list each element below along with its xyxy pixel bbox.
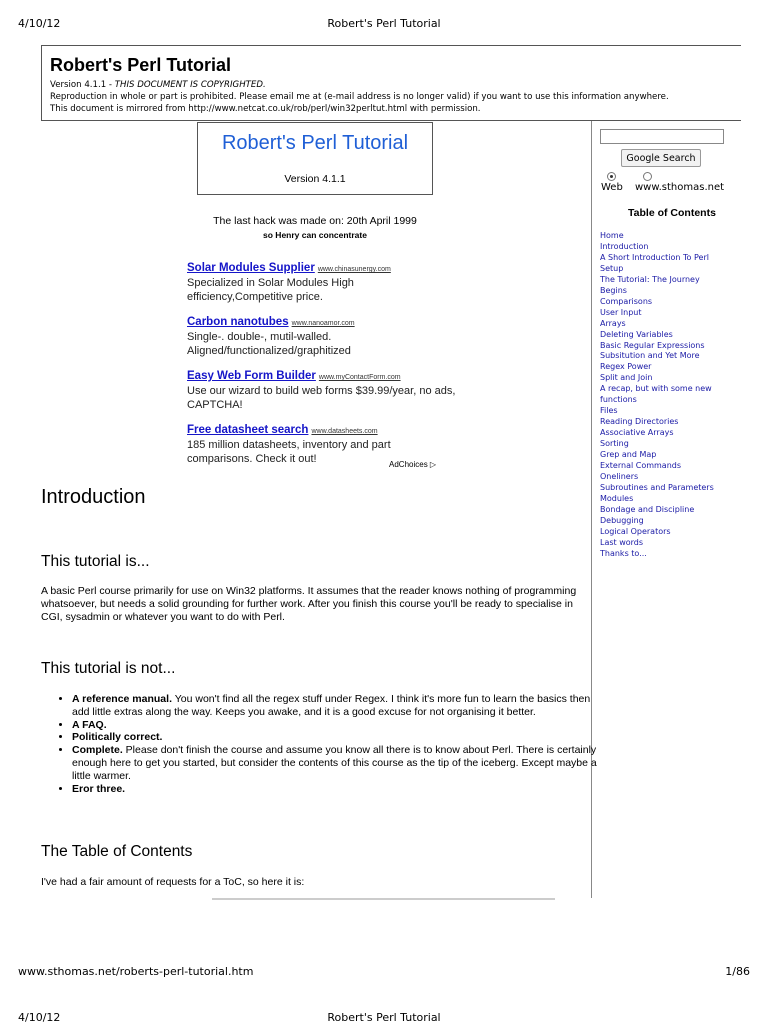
ad-url-link[interactable]: www.myContactForm.com	[318, 374, 401, 381]
toc-link[interactable]: Arrays	[600, 318, 626, 328]
toc-link[interactable]: Comparisons	[600, 296, 653, 306]
list-item-text: Please don't finish the course and assume you know all there is to know about Perl. There is certainly enough here to get you started, but consider the contents of this course as the tip of the iceberg. Except maybe a little warmer.	[72, 744, 597, 782]
ad-block	[187, 258, 457, 304]
toc-link[interactable]: Begins	[600, 285, 627, 295]
ad-url-link[interactable]: www.datasheets.com	[311, 428, 378, 435]
list-item	[72, 744, 602, 782]
toc-link[interactable]: Modules	[600, 493, 634, 503]
toc-heading: Table of Contents	[628, 207, 716, 219]
toc-link[interactable]: A recap, but with some new	[600, 384, 712, 394]
next-page-date: 4/10/12	[18, 1011, 61, 1024]
toc-link[interactable]: Last words	[600, 537, 644, 547]
ad-title-link[interactable]: Easy Web Form Builder	[187, 370, 316, 382]
copyright-notice: THIS DOCUMENT IS COPYRIGHTED.	[114, 80, 266, 90]
toc-link[interactable]: Home	[600, 231, 624, 240]
toc-link[interactable]: Associative Arrays	[600, 428, 674, 438]
tutorial-is-not-list	[58, 693, 602, 795]
ad-url-link[interactable]: www.chinasunergy.com	[317, 266, 391, 273]
toc-link[interactable]: Deleting Variables	[600, 329, 673, 339]
toc-link[interactable]: Thanks to...	[600, 548, 647, 558]
ad-block	[187, 312, 457, 358]
introduction-heading: Introduction	[41, 486, 146, 508]
print-title: Robert's Perl Tutorial	[327, 17, 441, 30]
list-item	[72, 693, 602, 719]
adchoices-link[interactable]: AdChoices ▷	[389, 460, 437, 469]
list-item-title: Politically correct.	[72, 731, 163, 744]
version-line: Version 4.1.1 - THIS DOCUMENT IS COPYRIGHTED.	[50, 80, 266, 90]
ad-title-link[interactable]: Free datasheet search	[187, 424, 309, 436]
ad-description: Use our wizard to build web forms $39.99/year, no ads, CAPTCHA!	[187, 385, 456, 411]
toc-link[interactable]: Grep and Map	[600, 450, 657, 460]
toc-link[interactable]: Files	[600, 406, 618, 416]
toc-link[interactable]: Logical Operators	[600, 526, 671, 536]
toc-link[interactable]: Bondage and Discipline	[600, 504, 695, 514]
list-item-title: A FAQ.	[72, 718, 107, 731]
ad-description: 185 million datasheets, inventory and part comparisons. Check it out!	[187, 439, 391, 465]
toc-link[interactable]: Debugging	[600, 515, 644, 525]
toc-link[interactable]: functions	[600, 395, 637, 405]
toc-link[interactable]: Sorting	[600, 439, 629, 449]
toc-section-paragraph: I've had a fair amount of requests for a ToC, so here it is:	[41, 876, 305, 888]
ad-url-link[interactable]: www.nanoamor.com	[291, 320, 355, 327]
list-item	[72, 719, 602, 732]
next-page-header	[0, 1011, 768, 1025]
ad-title-link[interactable]: Carbon nanotubes	[187, 316, 289, 328]
toc-link[interactable]: Reading Directories	[600, 417, 679, 427]
list-item	[72, 783, 602, 796]
mirror-notice: This document is mirrored from http://www.netcat.co.uk/rob/perl/win32perltut.html with permission.	[50, 104, 481, 114]
toc-link[interactable]: Subroutines and Parameters	[600, 482, 714, 492]
tutorial-is-paragraph: A basic Perl course primarily for use on Win32 platforms. It assumes that the reader knows nothing of programming whatsoever, but needs a solid grounding for further work. After you finish this course you'll be ready to specialise in CGI, sysadmin or whatever you want to do with Perl.	[41, 585, 577, 623]
toc-link[interactable]: Split and Join	[600, 373, 653, 383]
print-footer	[0, 965, 768, 979]
ad-block	[187, 366, 457, 412]
henry-note: so Henry can concentrate	[263, 230, 367, 240]
toc-link[interactable]: Introduction	[600, 241, 649, 251]
toc-section-heading: The Table of Contents	[41, 843, 193, 860]
toc-link[interactable]: User Input	[600, 307, 642, 317]
radio-web-label: Web	[601, 182, 623, 193]
toc-link[interactable]: Oneliners	[600, 471, 639, 481]
tutorial-is-not-heading: This tutorial is not...	[41, 660, 176, 677]
ad-description: Specialized in Solar Modules High efficiency,Competitive price.	[187, 277, 354, 303]
toc-link[interactable]: Setup	[600, 263, 624, 273]
search-input[interactable]	[600, 129, 724, 144]
page-number: 1/86	[725, 965, 750, 978]
list-item-title: Eror three.	[72, 782, 126, 795]
next-page-title: Robert's Perl Tutorial	[327, 1011, 441, 1024]
tutorial-is-heading: This tutorial is...	[41, 553, 150, 570]
toc-link[interactable]: Basic Regular Expressions	[600, 340, 705, 350]
title-box-heading: Robert's Perl Tutorial	[221, 132, 409, 154]
toc-link[interactable]: External Commands	[600, 461, 682, 471]
copyright-header-box	[41, 45, 741, 121]
toc-link[interactable]: A Short Introduction To Perl	[600, 252, 709, 262]
list-item-text: You won't find all the regex stuff under Regex. I think it's more fun to learn the basics then add little extras along the way. Keeps you awake, and it is a good excuse for not organising it better.	[72, 693, 591, 718]
print-url: www.sthomas.net/roberts-perl-tutorial.htm	[18, 965, 254, 978]
divider	[212, 898, 555, 900]
toc-link[interactable]: The Tutorial: The Journey	[600, 274, 700, 284]
print-header	[0, 17, 768, 31]
title-box-version: Version 4.1.1	[284, 173, 346, 185]
radio-site[interactable]	[643, 172, 652, 181]
toc-link[interactable]: Subsitution and Yet More	[600, 351, 700, 361]
list-item-title: A reference manual.	[72, 693, 172, 705]
reproduction-notice: Reproduction in whole or part is prohibited. Please email me at (e-mail address is no longer valid) if you want to use this information anywhere.	[50, 92, 669, 102]
last-hack-note: The last hack was made on: 20th April 1999	[213, 215, 417, 227]
radio-web[interactable]	[607, 172, 616, 181]
list-item-title: Complete.	[72, 744, 123, 757]
google-search-button[interactable]: Google Search	[621, 149, 701, 167]
print-date: 4/10/12	[18, 17, 61, 30]
sidebar	[591, 121, 768, 898]
toc-link[interactable]: Regex Power	[600, 362, 652, 372]
radio-site-label: www.sthomas.net	[635, 182, 725, 193]
ad-description: Single-. double-, mutil-walled. Aligned/functionalized/graphitized	[187, 331, 351, 357]
ad-title-link[interactable]: Solar Modules Supplier	[187, 262, 315, 274]
toc-list	[600, 231, 725, 560]
document-title: Robert's Perl Tutorial	[50, 55, 231, 75]
list-item	[72, 731, 602, 744]
title-box	[197, 122, 433, 195]
